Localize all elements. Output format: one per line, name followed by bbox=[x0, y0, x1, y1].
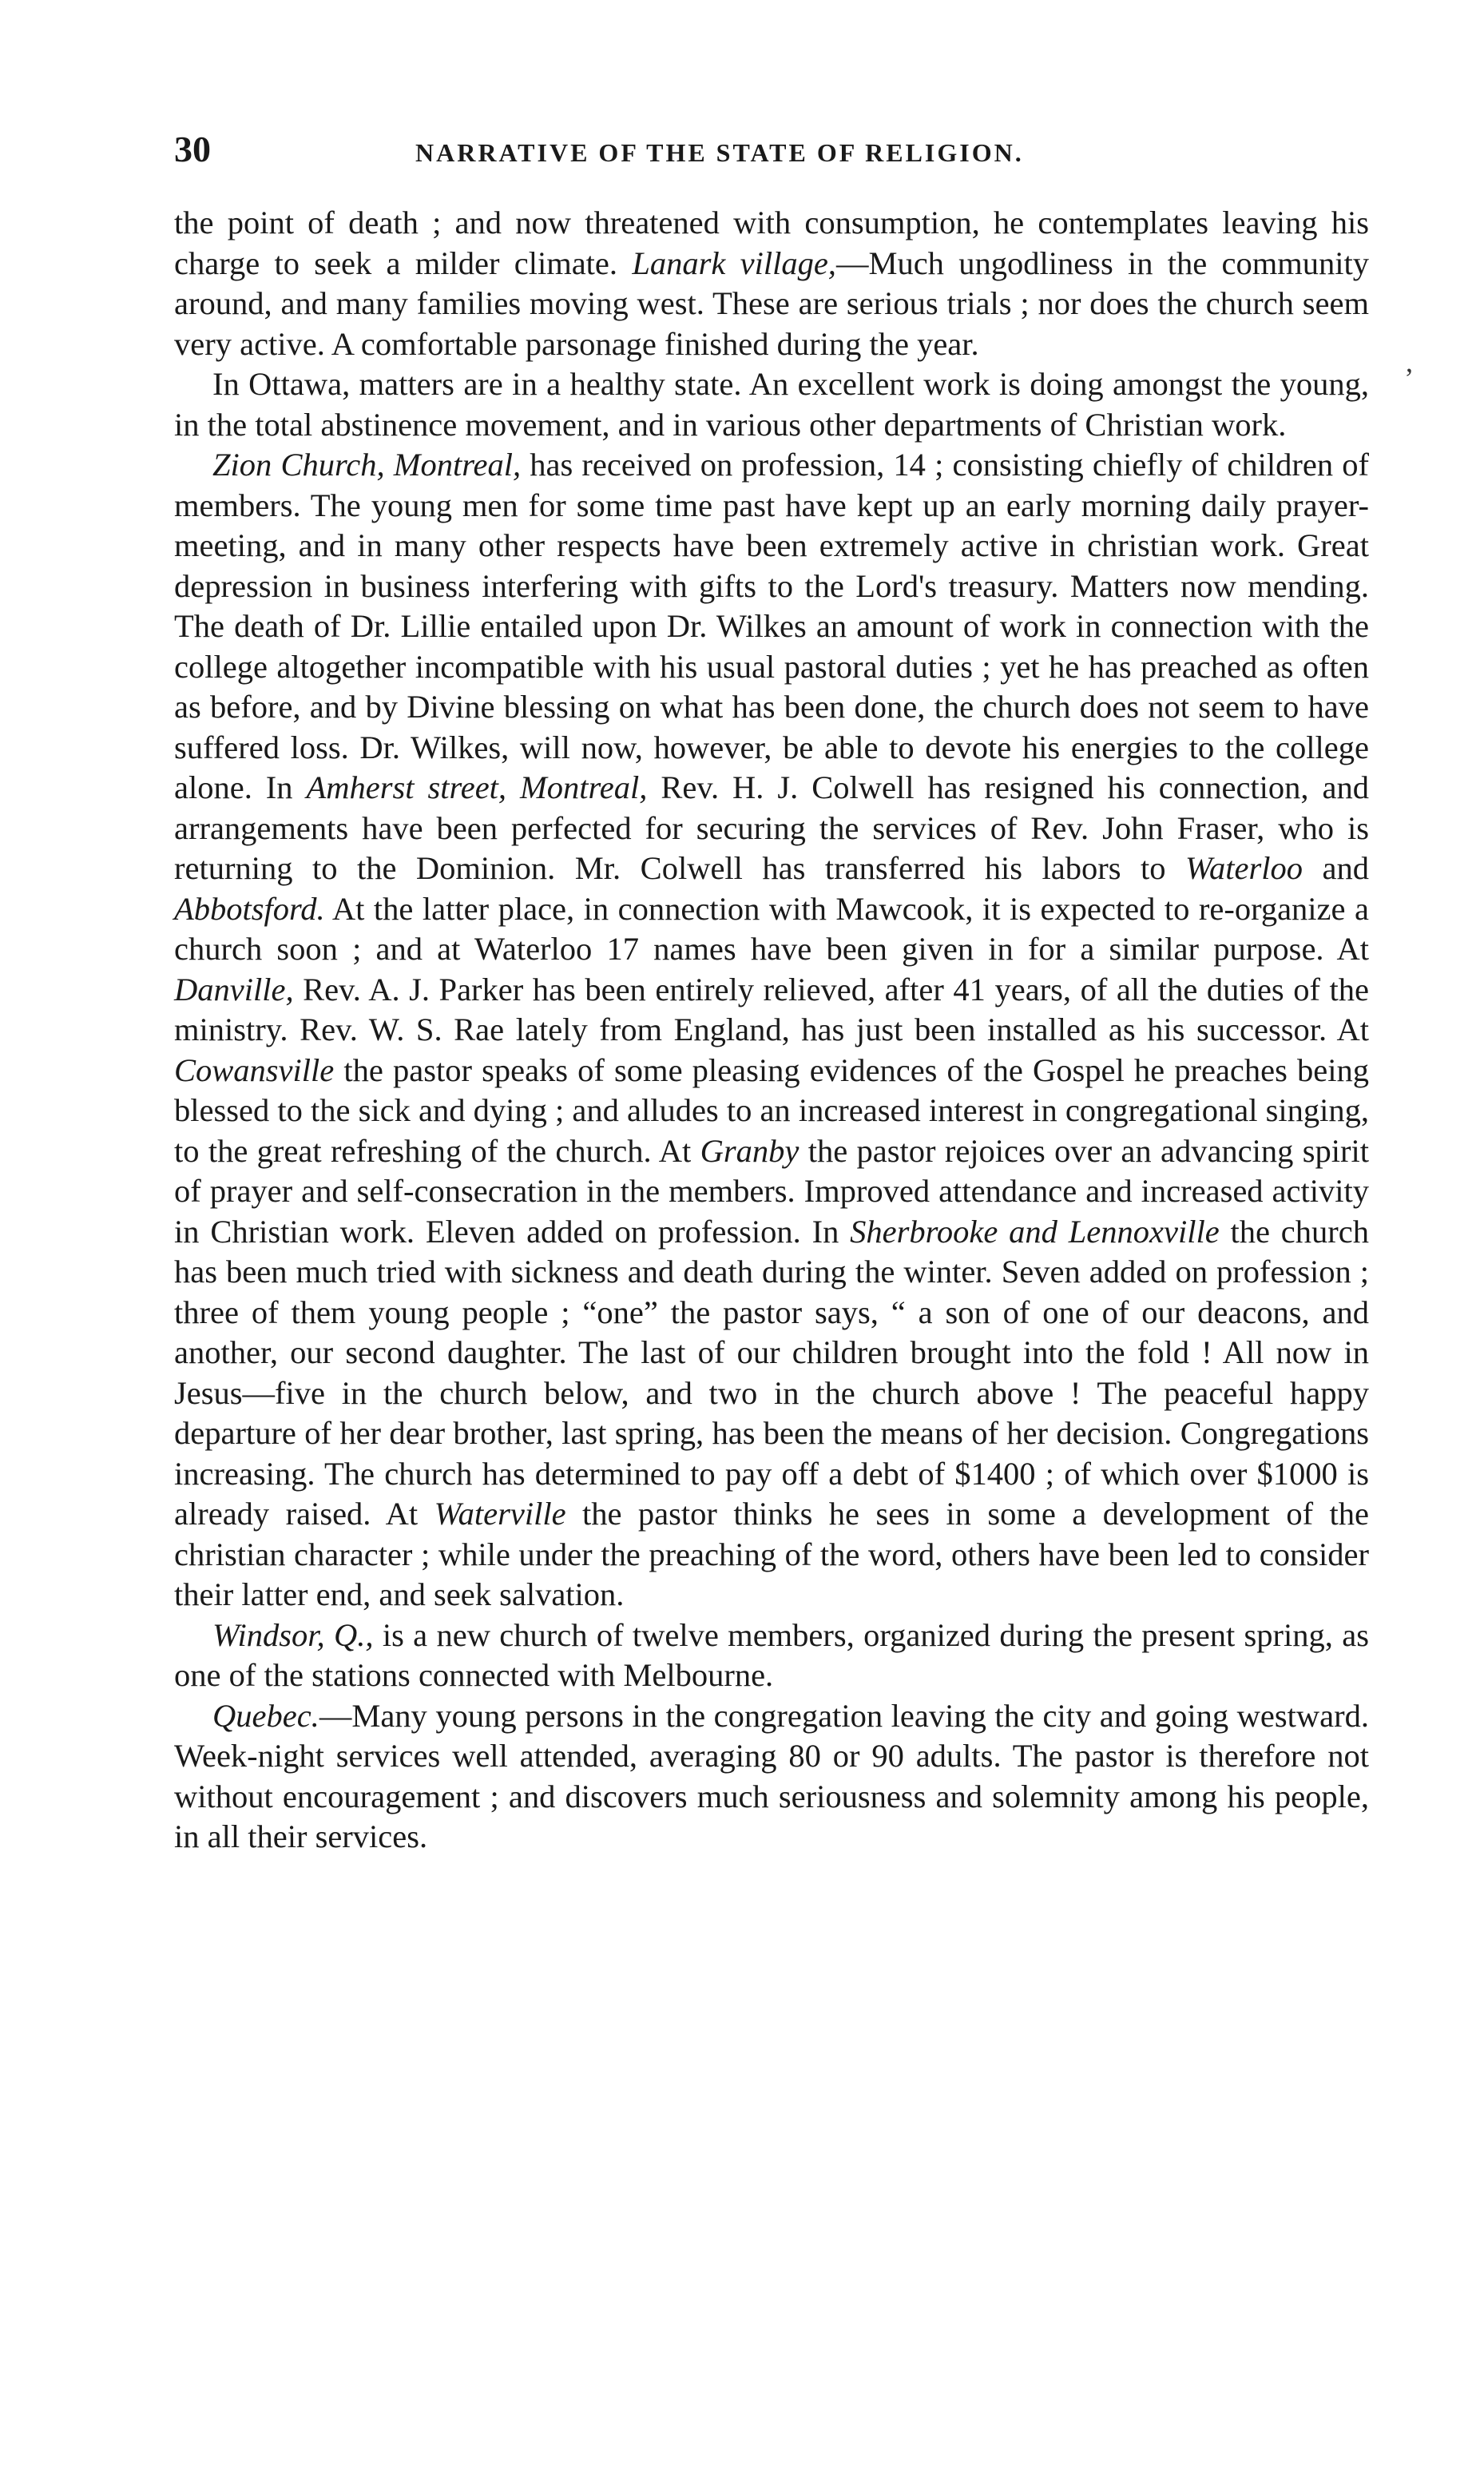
place-name: Granby bbox=[700, 1132, 800, 1169]
text-span: the pastor rejoices over an advancing spirit of prayer and self-consecration in the members. Improved attendance and increased activity in Christian work. Eleven added on profession. In bbox=[174, 1132, 1369, 1250]
text-span: the church has been much tried with sickness and death during the winter. Seven added on profession ; three of them young people ; “one” the pastor says, “ a son of one of our deacons, and another, our second daughter. The last of our children brought into the fold ! All now in Jesus—five in the church below, and two in the church above ! The peaceful happy departure of her dear brother, last spring, has been the means of her decision. Congregations increasing. The church has determined to pay off a debt of $1400 ; of which over $1000 is already raised. At bbox=[174, 1213, 1369, 1532]
place-name: Danville, bbox=[174, 971, 294, 1007]
place-name: Waterloo bbox=[1185, 850, 1303, 886]
text-span: the pastor thinks he sees in some a development of the christian character ; while under the preaching of the word, others have been led to consider their latter end, and seek salvation. bbox=[174, 1496, 1369, 1612]
place-name: Amherst street, Montreal, bbox=[306, 769, 648, 805]
text-span: In Ottawa, matters are in a healthy state. An excellent work is doing amongst the young, in the total abstinence movement, and in various other departments of Christian work. bbox=[174, 366, 1369, 443]
paragraph-ottawa bbox=[174, 364, 1369, 445]
text-span: Rev. H. J. Colwell has resigned his connection, and arrangements have been perfected for securing the services of Rev. John Fraser, who is returning to the Dominion. Mr. Colwell has transferred his labors to bbox=[174, 769, 1369, 886]
place-name: Waterville bbox=[434, 1496, 566, 1532]
text-span: the pastor speaks of some pleasing evidences of the Gospel he preaches being blessed to the sick and dying ; and alludes to an increased interest in congregational singing, to the great refreshing of the church. At bbox=[174, 1051, 1369, 1169]
page bbox=[174, 128, 1369, 1858]
text-span: —Many young persons in the congregation leaving the city and going westward. Week-night services well attended, averaging 80 or 90 adults. The pastor is therefore not without encouragement ; and discovers much seriousness and solemnity among his people, in all their services. bbox=[174, 1697, 1369, 1854]
paragraph-quebec bbox=[174, 1696, 1369, 1858]
place-name: Windsor, Q., bbox=[212, 1616, 374, 1653]
body-text bbox=[174, 203, 1369, 1858]
text-span: At the latter place, in connection with Mawcook, it is expected to re-organize a church soon ; and at Waterloo 17 names have been given in for a similar purpose. At bbox=[174, 890, 1369, 967]
text-span: —Much ungodliness in the community around, and many families moving west. These are serious trials ; nor does the church seem very active. A comfortable parsonage finished during the year. bbox=[174, 244, 1369, 362]
paragraph-windsor bbox=[174, 1616, 1369, 1696]
page-number: 30 bbox=[174, 129, 211, 169]
paragraph-continuation bbox=[174, 203, 1369, 364]
paragraph-zion-church bbox=[174, 445, 1369, 1616]
place-name: Cowansville bbox=[174, 1051, 335, 1088]
text-span: is a new church of twelve members, organized during the present spring, as one of the stations connected with Melbourne. bbox=[174, 1616, 1369, 1693]
margin-mark: , bbox=[1406, 346, 1413, 378]
text-span: the point of death ; and now threatened with consumption, he contemplates leaving his charge to seek a milder climate. bbox=[174, 205, 1369, 281]
running-head: NARRATIVE OF THE STATE OF RELIGION. bbox=[415, 138, 1024, 167]
text-span: and bbox=[1303, 850, 1370, 886]
place-name: Quebec. bbox=[212, 1697, 319, 1734]
text-span: has received on profession, 14 ; consisting chiefly of children of members. The young men for some time past have kept up an early morning daily prayer-meeting, and in many other respects have been extremely active in christian work. Great depression in business interfering with gifts to the Lord's treasury. Matters now mending. The death of Dr. Lillie entailed upon Dr. Wilkes an amount of work in connection with the college altogether incompatible with his usual pastoral duties ; yet he has preached as often as before, and by Divine blessing on what has been done, the church does not seem to have suffered loss. Dr. Wilkes, will now, however, be able to devote his energies to the college alone. In bbox=[174, 447, 1370, 805]
page-header bbox=[174, 128, 1369, 181]
place-name: Zion Church, Montreal, bbox=[212, 447, 522, 483]
place-name: Abbotsford. bbox=[174, 890, 325, 927]
text-span: Rev. A. J. Parker has been entirely relieved, after 41 years, of all the duties of the ministry. Rev. W. S. Rae lately from England, has just been installed as his successor. At bbox=[174, 971, 1369, 1047]
place-name: Lanark village, bbox=[632, 244, 836, 281]
place-name: Sherbrooke and Lennoxville bbox=[850, 1213, 1220, 1250]
